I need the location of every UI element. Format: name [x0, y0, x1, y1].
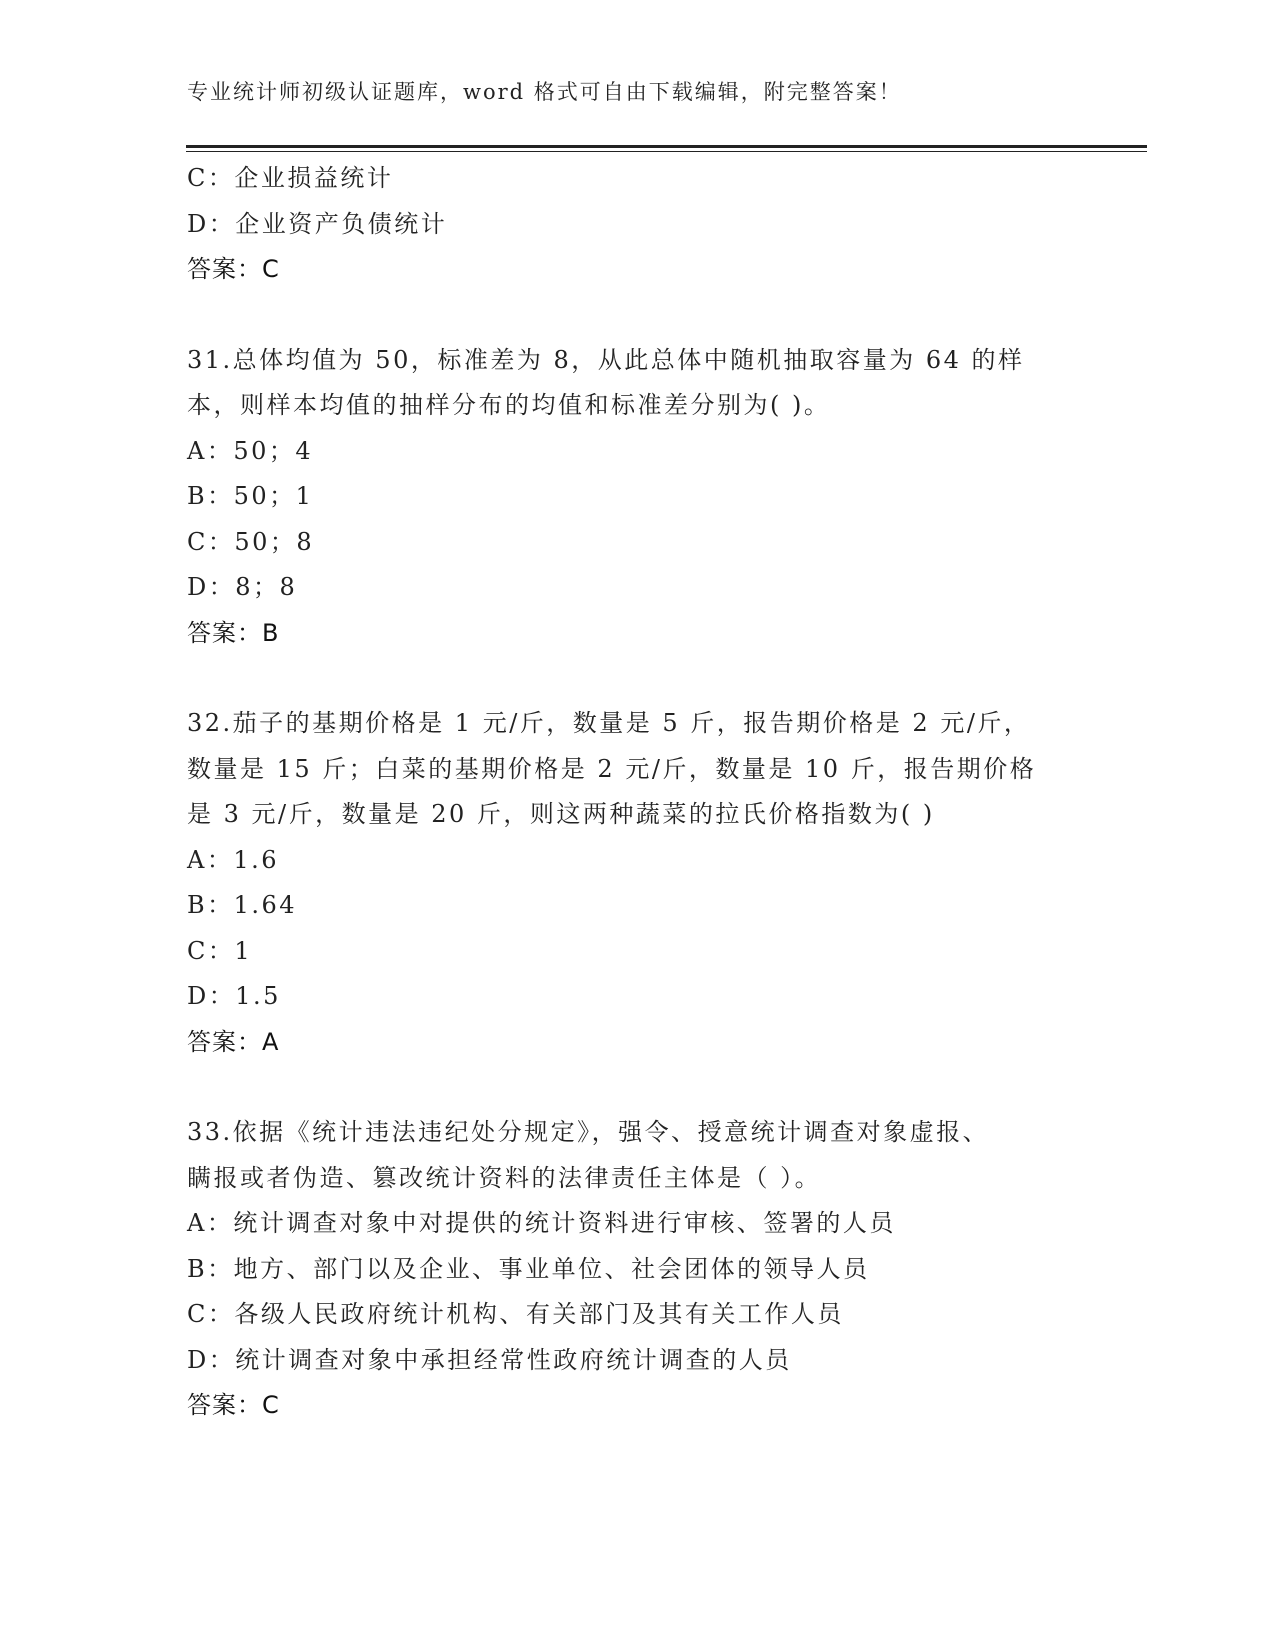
option-c: C：企业损益统计 [187, 164, 394, 192]
header-rule-thin [186, 151, 1147, 152]
option-a: A：50；4 [187, 436, 314, 465]
spacer [187, 293, 1087, 338]
question-stem: 33.依据《统计违法违纪处分规定》，强令、授意统计调查对象虚报、 [187, 1118, 990, 1146]
answer-line: 答案：B [187, 618, 280, 647]
option-b: B：地方、部门以及企业、事业单位、社会团体的领导人员 [187, 1254, 870, 1283]
question-stem: 瞒报或者伪造、篡改统计资料的法律责任主体是（ ）。 [187, 1163, 822, 1192]
option-c: C：50；8 [187, 527, 315, 556]
question-stem: 31.总体均值为 50，标准差为 8，从此总体中随机抽取容量为 64 的样 [187, 345, 1025, 374]
option-d: D：1.5 [187, 982, 281, 1010]
option-a: A：1.6 [187, 845, 279, 874]
question-stem: 本，则样本均值的抽样分布的均值和标准差分别为( )。 [187, 391, 831, 419]
option-d: D：统计调查对象中承担经常性政府统计调查的人员 [187, 1345, 792, 1374]
question-33 [187, 1110, 1087, 1429]
option-c: C：各级人民政府统计机构、有关部门及其有关工作人员 [187, 1300, 844, 1328]
option-a: A：统计调查对象中对提供的统计资料进行审核、签署的人员 [187, 1209, 896, 1237]
answer-line: 答案：C [187, 1391, 280, 1419]
question-stem: 数量是 15 斤；白菜的基期价格是 2 元/斤，数量是 10 斤，报告期价格 [187, 754, 1037, 783]
option-c: C：1 [187, 936, 253, 965]
answer-line: 答案：A [187, 1027, 280, 1056]
question-stem: 是 3 元/斤，数量是 20 斤，则这两种蔬菜的拉氏价格指数为( ) [187, 800, 935, 828]
question-stem: 32.茄子的基期价格是 1 元/斤，数量是 5 斤，报告期价格是 2 元/斤， [187, 709, 1031, 737]
question-content [187, 156, 1087, 1429]
header-rule [186, 145, 1147, 148]
option-b: B：50；1 [187, 482, 314, 510]
spacer [187, 656, 1087, 701]
question-31 [187, 338, 1087, 657]
option-d: D：8；8 [187, 573, 298, 601]
question-32 [187, 701, 1087, 1065]
answer-line: 答案：C [187, 255, 280, 283]
option-d: D：企业资产负债统计 [187, 209, 448, 238]
spacer [187, 1065, 1087, 1110]
option-b: B：1.64 [187, 891, 298, 919]
page-header: 专业统计师初级认证题库，word 格式可自由下载编辑，附完整答案！ [187, 80, 902, 104]
